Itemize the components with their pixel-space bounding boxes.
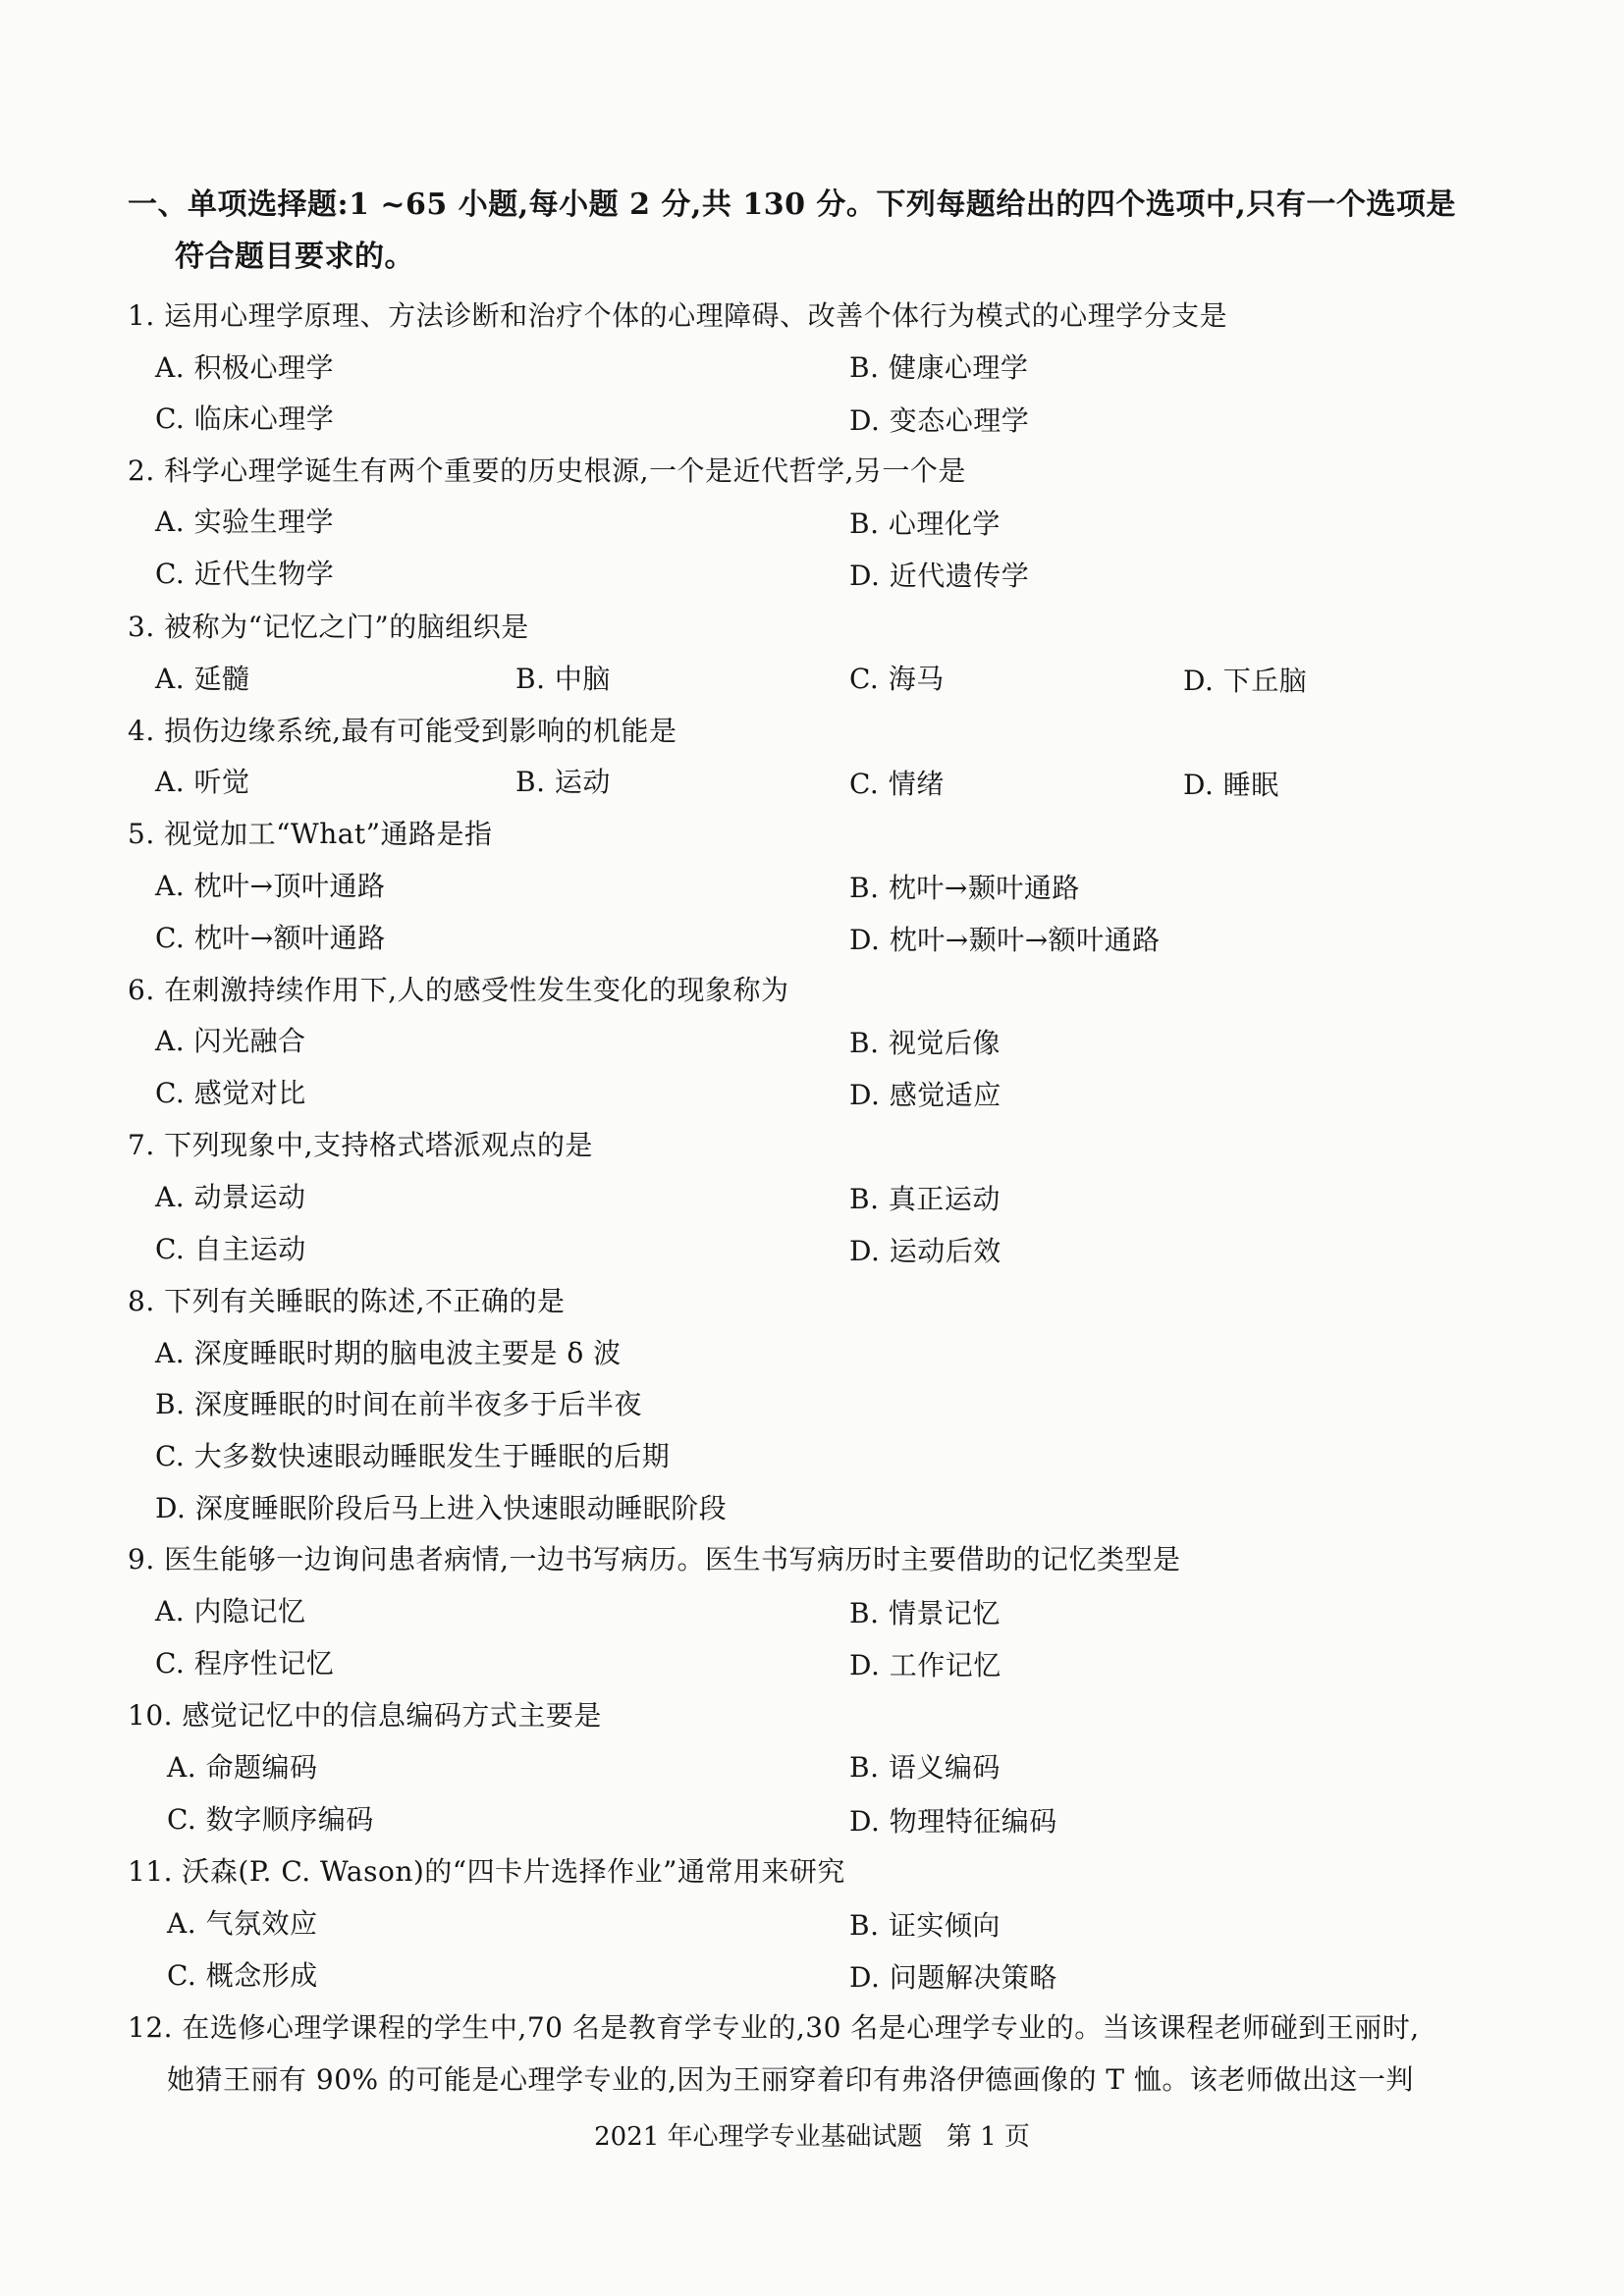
question-stem: 5. 视觉加工“What”通路是指: [128, 818, 493, 850]
option: C. 临床心理学: [155, 402, 335, 435]
option: A. 实验生理学: [155, 506, 335, 538]
question-stem: 1. 运用心理学原理、方法诊断和治疗个体的心理障碍、改善个体行为模式的心理学分支是: [128, 299, 1228, 332]
section-title-line1: 一、单项选择题:1 ~65 小题,每小题 2 分,共 130 分。下列每题给出的四个选项中,只有一个选项是: [128, 187, 1456, 222]
option: B. 深度睡眠的时间在前半夜多于后半夜: [155, 1388, 642, 1420]
option: B. 枕叶→颞叶通路: [849, 872, 1080, 904]
option: C. 大多数快速眼动睡眠发生于睡眠的后期: [155, 1440, 671, 1472]
question-stem: 6. 在刺激持续作用下,人的感受性发生变化的现象称为: [128, 974, 789, 1006]
option: A. 听觉: [155, 766, 250, 798]
option: B. 证实倾向: [849, 1909, 1001, 1942]
option: B. 心理化学: [849, 507, 1001, 540]
option: B. 视觉后像: [849, 1027, 1001, 1059]
question-stem: 9. 医生能够一边询问患者病情,一边书写病历。医生书写病历时主要借助的记忆类型是: [128, 1543, 1181, 1575]
option: D. 问题解决策略: [849, 1961, 1057, 1994]
option: C. 枕叶→额叶通路: [155, 922, 386, 954]
question-stem: 7. 下列现象中,支持格式塔派观点的是: [128, 1129, 594, 1161]
question-stem: 3. 被称为“记忆之门”的脑组织是: [128, 611, 529, 643]
option: B. 健康心理学: [849, 351, 1029, 384]
option: B. 真正运动: [849, 1183, 1001, 1215]
option: D. 下丘脑: [1183, 665, 1308, 697]
question-stem: 8. 下列有关睡眠的陈述,不正确的是: [128, 1285, 566, 1317]
question-stem: 11. 沃森(P. C. Wason)的“四卡片选择作业”通常用来研究: [128, 1855, 845, 1888]
option: D. 感觉适应: [849, 1079, 1001, 1111]
option: D. 运动后效: [849, 1235, 1001, 1267]
question-stem: 12. 在选修心理学课程的学生中,70 名是教育学专业的,30 名是心理学专业的。当该课程老师碰到王丽时,: [128, 2011, 1420, 2044]
option: A. 气氛效应: [167, 1907, 318, 1940]
question-stem-continuation: 她猜王丽有 90% 的可能是心理学专业的,因为王丽穿着印有弗洛伊德画像的 T 恤。该老师做出这一判: [167, 2063, 1414, 2096]
option: B. 运动: [515, 766, 611, 798]
option: D. 枕叶→颞叶→额叶通路: [849, 924, 1161, 956]
option: C. 程序性记忆: [155, 1647, 335, 1680]
option: A. 枕叶→顶叶通路: [155, 870, 386, 902]
option: C. 感觉对比: [155, 1077, 306, 1109]
option: B. 语义编码: [849, 1751, 1001, 1784]
option: A. 积极心理学: [155, 351, 335, 384]
option: C. 数字顺序编码: [167, 1803, 374, 1836]
option: C. 近代生物学: [155, 558, 335, 590]
option: D. 工作记忆: [849, 1649, 1001, 1682]
option: A. 延髓: [155, 663, 250, 695]
option: C. 情绪: [849, 768, 945, 800]
option: D. 物理特征编码: [849, 1805, 1057, 1838]
option: C. 概念形成: [167, 1959, 318, 1992]
option: D. 近代遗传学: [849, 560, 1030, 592]
page-number: 第 1 页: [946, 2122, 1030, 2152]
page-footer: [0, 2120, 1624, 2154]
option: A. 深度睡眠时期的脑电波主要是 δ 波: [155, 1337, 622, 1369]
option: B. 中脑: [515, 663, 611, 695]
option: A. 动景运动: [155, 1181, 306, 1213]
option: C. 自主运动: [155, 1233, 306, 1265]
question-stem: 4. 损伤边缘系统,最有可能受到影响的机能是: [128, 715, 677, 747]
option: A. 内隐记忆: [155, 1595, 306, 1628]
option: A. 命题编码: [167, 1751, 318, 1784]
option: D. 变态心理学: [849, 404, 1030, 437]
option: C. 海马: [849, 663, 945, 695]
option: B. 情景记忆: [849, 1597, 1001, 1629]
option: D. 深度睡眠阶段后马上进入快速眼动睡眠阶段: [155, 1492, 728, 1524]
section-title-line2: 符合题目要求的。: [175, 240, 414, 274]
question-stem: 10. 感觉记忆中的信息编码方式主要是: [128, 1699, 602, 1732]
exam-title: 2021 年心理学专业基础试题: [594, 2122, 923, 2152]
question-stem: 2. 科学心理学诞生有两个重要的历史根源,一个是近代哲学,另一个是: [128, 454, 966, 487]
option: A. 闪光融合: [155, 1025, 306, 1057]
option: D. 睡眠: [1183, 769, 1279, 801]
